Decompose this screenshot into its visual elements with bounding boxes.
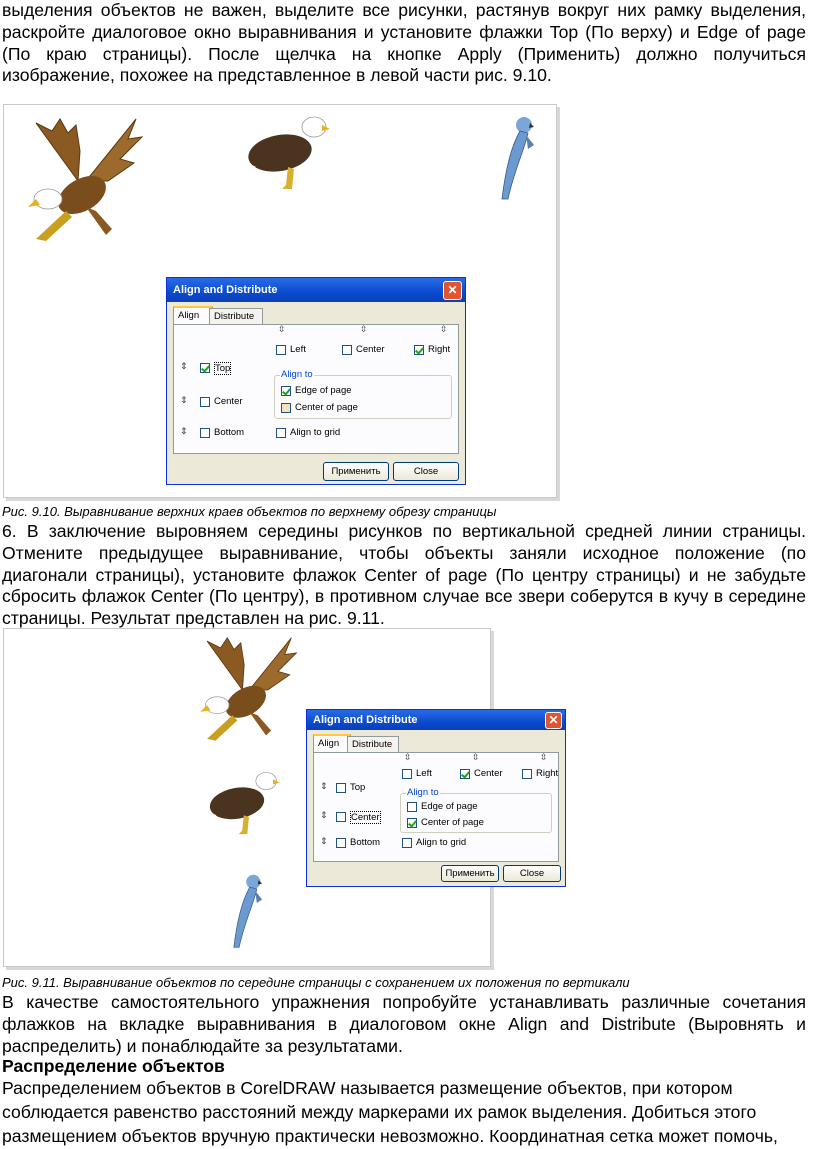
center-checkbox[interactable]	[342, 345, 352, 355]
perched-eagle-image	[242, 113, 332, 197]
align-panel	[313, 752, 559, 862]
figure-9-11	[3, 628, 559, 967]
bottom-label: Bottom	[350, 837, 381, 848]
vcenter-label: Center	[214, 396, 243, 407]
align-top-icon: ⇕	[180, 362, 188, 372]
figure-caption-9-10: Рис. 9.10. Выравнивание верхних краев объектов по верхнему обрезу страницы	[2, 504, 497, 519]
align-to-grid-checkbox[interactable]	[276, 428, 286, 438]
center-of-page-checkbox[interactable]	[407, 818, 417, 828]
top-checkbox[interactable]	[336, 783, 346, 793]
close-icon[interactable]: ✕	[545, 712, 562, 729]
align-vcenter-icon: ⇕	[320, 811, 328, 821]
align-panel	[173, 324, 459, 454]
align-to-grid-label: Align to grid	[290, 427, 341, 438]
top-label: Top	[350, 782, 366, 793]
left-label: Left	[290, 344, 306, 355]
tab-distribute[interactable]: Distribute	[209, 308, 263, 324]
align-center-icon: ⇳	[360, 325, 368, 335]
dialog-title: Align and Distribute ✕	[307, 710, 565, 730]
edge-of-page-label: Edge of page	[295, 385, 352, 396]
close-icon[interactable]: ✕	[443, 281, 462, 300]
paragraph-intro: выделения объектов не важен, выделите все рисунки, растянув вокруг них рамку выделения, раскройте диалоговое окно выравнивания и установите флажки Top (По верху) и Edge of page (По краю страницы). После щелчка на кнопке Apply (Применить) должно получиться изображение, похожее на представленное в левой части рис. 9.10.	[2, 0, 806, 86]
align-center-icon: ⇳	[472, 753, 480, 763]
edge-of-page-checkbox[interactable]	[407, 802, 417, 812]
align-right-icon: ⇳	[440, 325, 448, 335]
align-bottom-icon: ⇕	[320, 837, 328, 847]
center-of-page-checkbox[interactable]	[281, 403, 291, 413]
figure-9-10	[3, 104, 557, 498]
align-to-grid-checkbox[interactable]	[402, 838, 412, 848]
align-distribute-dialog	[306, 709, 566, 887]
align-left-icon: ⇳	[404, 753, 412, 763]
figure-caption-9-11: Рис. 9.11. Выравнивание объектов по середине страницы с сохранением их положения по вертикали	[2, 975, 630, 990]
parrot-image	[230, 873, 266, 949]
apply-button[interactable]: Применить	[323, 462, 389, 481]
dialog-title: Align and Distribute ✕	[167, 278, 465, 302]
center-label: Center	[356, 344, 385, 355]
tab-distribute[interactable]: Distribute	[347, 736, 399, 752]
center-of-page-label: Center of page	[421, 817, 484, 828]
align-to-grid-label: Align to grid	[416, 837, 467, 848]
align-right-icon: ⇳	[540, 753, 548, 763]
section-heading: Распределение объектов	[2, 1056, 225, 1076]
paragraph-step-6: 6. В заключение выровняем середины рисунков по вертикальной средней линии страницы. Отмените предыдущее выравнивание, чтобы объекты заняли исходное положение (по диагонали страницы), установите флажок Center of page (По центру страницы) и не забудьте сбросить флажок Center (По центру), в противном случае все звери соберутся в кучу в середине страницы. Результат представлен на рис. 9.11.	[2, 521, 806, 629]
top-checkbox[interactable]	[200, 363, 210, 373]
flying-eagle-image	[190, 631, 300, 749]
flying-eagle-image	[16, 111, 146, 251]
paragraph-distribution-line-3: размещением объектов вручную практически невозможно. Координатная сетка может помочь,	[2, 1126, 778, 1146]
align-distribute-dialog	[166, 277, 466, 485]
close-button[interactable]: Close	[503, 865, 561, 882]
edge-of-page-label: Edge of page	[421, 801, 478, 812]
top-label: Top	[215, 363, 231, 374]
align-bottom-icon: ⇕	[180, 427, 188, 437]
center-label: Center	[474, 768, 503, 779]
center-of-page-label: Center of page	[295, 402, 358, 413]
perched-eagle-image	[204, 769, 282, 841]
align-vcenter-icon: ⇕	[180, 396, 188, 406]
left-checkbox[interactable]	[276, 345, 286, 355]
right-label: Right	[536, 768, 559, 779]
paragraph-distribution-line-2: соблюдается равенство расстояний между маркерами их рамок выделения. Добиться этого	[2, 1102, 757, 1122]
right-checkbox[interactable]	[414, 345, 424, 355]
align-left-icon: ⇳	[278, 325, 286, 335]
tab-align[interactable]: Align	[313, 734, 351, 753]
center-checkbox[interactable]	[460, 769, 470, 779]
close-button[interactable]: Close	[393, 462, 459, 481]
bottom-checkbox[interactable]	[200, 428, 210, 438]
align-top-icon: ⇕	[320, 782, 328, 792]
apply-button[interactable]: Применить	[441, 865, 499, 882]
tab-align[interactable]: Align	[173, 306, 213, 325]
align-to-label: Align to	[407, 787, 439, 798]
vcenter-label: Center	[351, 812, 380, 823]
right-label: Right	[428, 344, 451, 355]
left-label: Left	[416, 768, 432, 779]
paragraph-exercise: В качестве самостоятельного упражнения попробуйте устанавливать различные сочетания флажков на вкладке выравнивания в диалоговом окне Align and Distribute (Выровнять и распределить) и понаблюдайте за результатами.	[2, 992, 806, 1056]
bottom-label: Bottom	[214, 427, 245, 438]
parrot-image	[498, 115, 538, 201]
vcenter-checkbox[interactable]	[336, 812, 346, 822]
right-checkbox[interactable]	[522, 769, 532, 779]
edge-of-page-checkbox[interactable]	[281, 386, 291, 396]
align-to-group	[274, 369, 452, 419]
paragraph-distribution-line-1: Распределением объектов в CorelDRAW называется размещение объектов, при котором	[2, 1078, 733, 1098]
align-to-group	[400, 787, 552, 833]
left-checkbox[interactable]	[402, 769, 412, 779]
vcenter-checkbox[interactable]	[200, 397, 210, 407]
align-to-label: Align to	[281, 369, 313, 380]
bottom-checkbox[interactable]	[336, 838, 346, 848]
